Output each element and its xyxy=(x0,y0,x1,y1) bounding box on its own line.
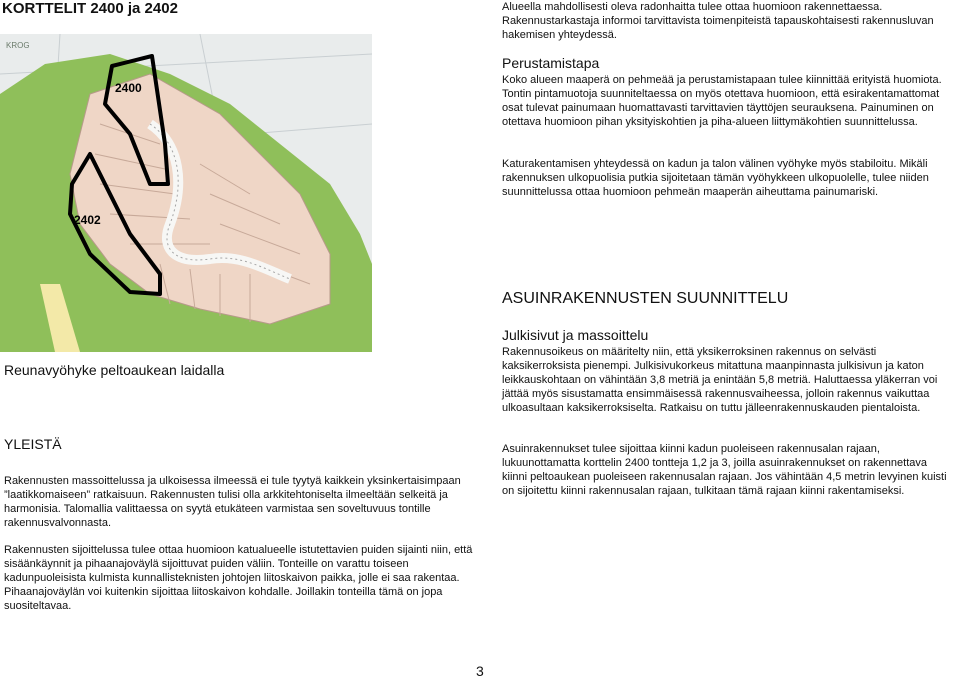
general-paragraph-2: Rakennusten sijoittelussa tulee ottaa huomioon katualueelle istutettavien puiden sijainti niin, että sisäänkäynnit ja pihaanajoväylä sijoittuvat puiden väliin. Tonteille on varattu toiseen kadunpuoleisista kulmista kunnallisteknisten johtojen liitoskaivon paikka, jolle ei saa rakentaa. Pihaanajoväylän voi kuitenkin sijoittaa liitoskaivon kohdalle. Joillakin tonteilla tämä on jopa suositeltavaa. xyxy=(4,544,473,612)
map-corner-label: KROG xyxy=(6,41,30,50)
zoning-map-drawing xyxy=(0,34,372,352)
facade-paragraph-2: Asuinrakennukset tulee sijoittaa kiinni kadun puoleiseen rakennusalan rajaan, lukuunottamatta korttelin 2400 tontteja 1,2 ja 3, joilla asuinrakennukset on rakennettava kiinni peltoaukean puoleiseen rakennusalan rajaan. Jos vähintään 4,5 metrin levyinen kuisti on sijoitettu kiinni rakennusalan rajaan, tulkitaan tämä rajaan kiinni rakentamiseksi. xyxy=(502,443,947,497)
radon-paragraph: Alueella mahdollisesti oleva radonhaitta tulee ottaa huomioon rakennettaessa. Rakennustarkastaja informoi tarvittavista toimenpiteistä tapauskohtaisesti rakennusluvan hakemisen yhteydessä. xyxy=(502,1,934,41)
general-heading: YLEISTÄ xyxy=(4,436,62,452)
facade-paragraph-1: Rakennusoikeus on määritelty niin, että yksikerroksinen rakennus on selvästi kaksikerroksista pienempi. Julkisivukorkeus mitattuna maanpinnasta julkisivun ja katon leikkauskohtaan on vähintään 3,8 metriä ja enintään 5,8 metriä. Haluttaessa yläkerran voi jättää myös sisustamatta ensimmäisessä rakennusvaiheessa, jolloin rakennus vaikuttaa ulkoasultaan kaksikerroksiselta. Ratkaisu on tuttu jälleenrakennuskauden pientaloista. xyxy=(502,346,938,414)
zoning-map xyxy=(0,34,372,352)
foundation-paragraph-2: Katurakentamisen yhteydessä on kadun ja talon välinen vyöhyke myös stabiloitu. Mikäli rakennuksen ulkopuolisia putkia sijoitetaan tämän vyöhykkeen ulkopuolelle, tulee niiden suunnittelussa ottaa huomioon pehmeän maaperän aiheuttama painumariski. xyxy=(502,158,929,198)
page-number: 3 xyxy=(476,663,484,679)
section-heading: ASUINRAKENNUSTEN SUUNNITTELU xyxy=(502,290,789,307)
foundation-heading: Perustamistapa xyxy=(502,55,600,71)
page-title: KORTTELIT 2400 ja 2402 xyxy=(2,0,178,17)
facade-heading: Julkisivut ja massoittelu xyxy=(502,327,649,343)
label-2402: 2402 xyxy=(74,213,101,227)
zone-heading: Reunavyöhyke peltoaukean laidalla xyxy=(4,362,225,378)
label-2400: 2400 xyxy=(115,81,142,95)
general-paragraph-1: Rakennusten massoittelussa ja ulkoisessa ilmeessä ei tule tyytyä kaikkein yksinkertaisimpaan ”laatikkomaiseen” ratkaisuun. Rakennusten tulisi olla arkkitehtoniselta ilmeeltään selkeitä ja harmonisia. Talomallia valittaessa on syytä etukäteen varmistaa sen soveltuvuus tontille rakennusvalvonnasta. xyxy=(4,475,461,529)
foundation-paragraph-1: Koko alueen maaperä on pehmeää ja perustamistapaan tulee kiinnittää erityistä huomiota. Tontin pintamuotoja suunniteltaessa on myös otettava huomioon, että esirakentamattomat osat tulevat painumaan huomattavasti tarvittavien täyttöjen seurauksena. Painuminen on otettava huomioon pihan yksityiskohtien ja piha-alueen liittymäkohtien suunnittelussa. xyxy=(502,74,942,128)
